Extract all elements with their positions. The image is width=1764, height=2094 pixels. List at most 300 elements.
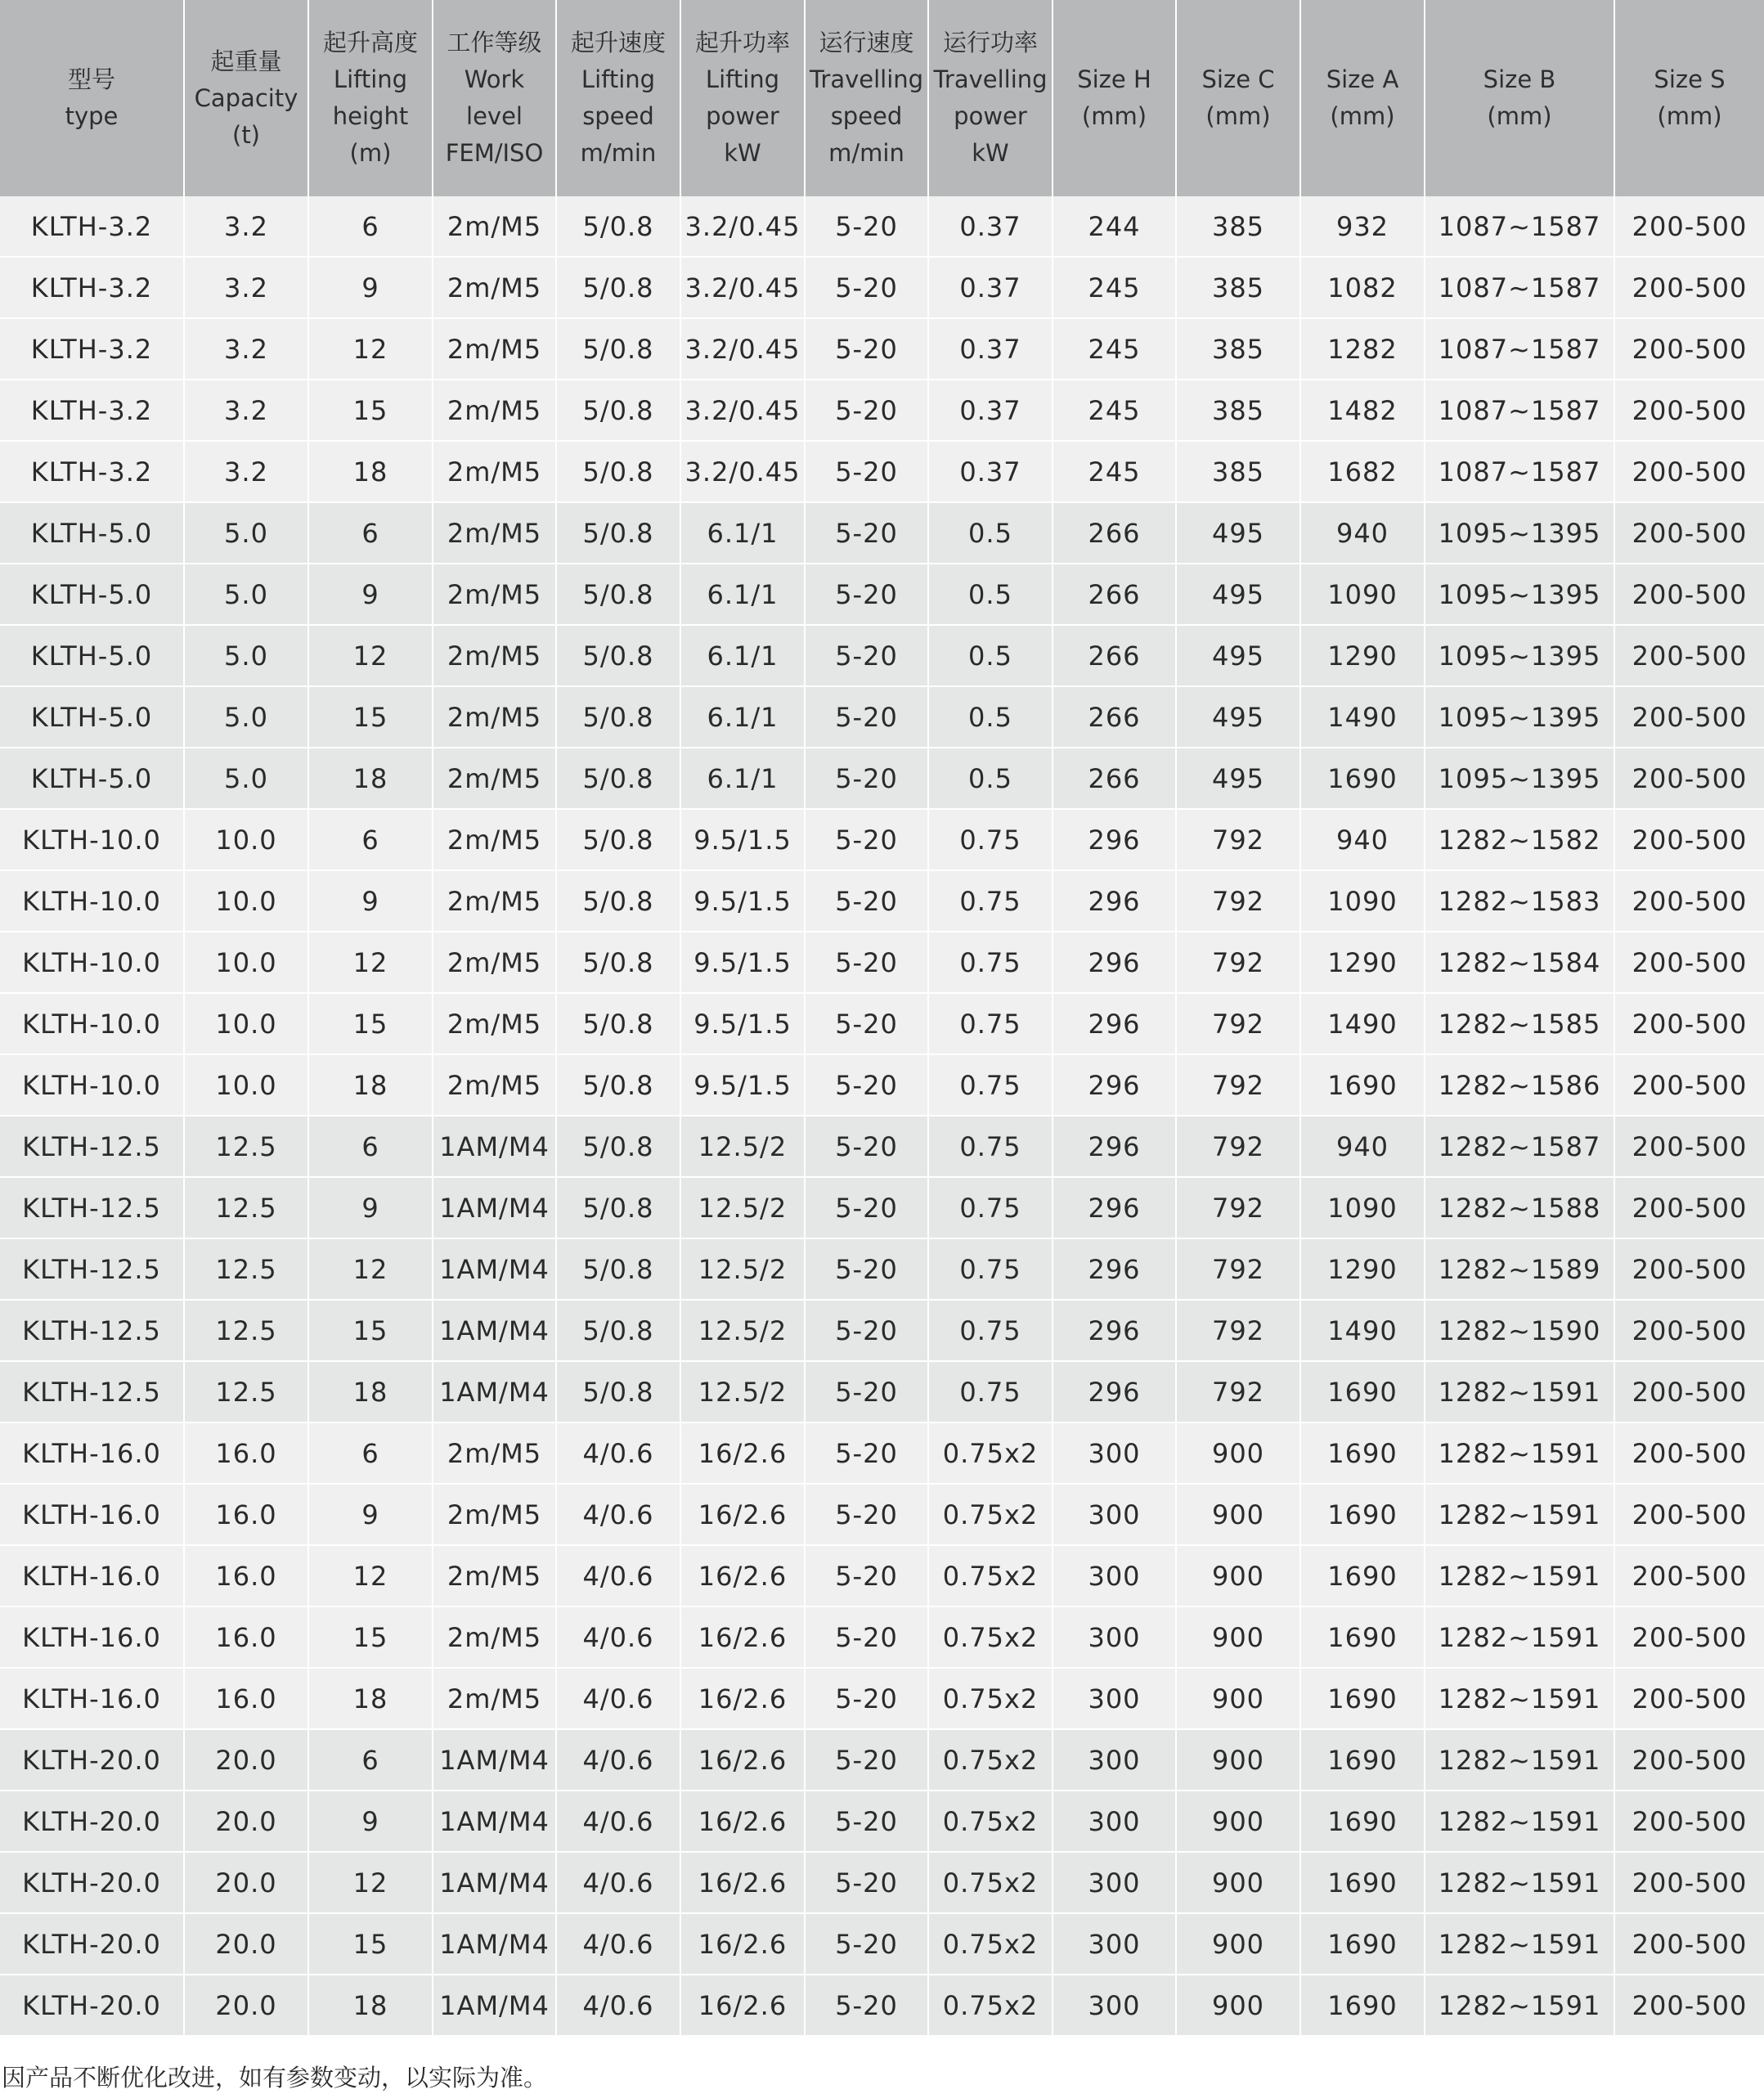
cell-size-b: 1095~1395 <box>1425 564 1614 625</box>
cell-travelling-speed: 5-20 <box>805 1361 928 1422</box>
column-header-work-level <box>433 0 556 196</box>
cell-size-b: 1282~1591 <box>1425 1729 1614 1791</box>
cell-work-level: 2m/M5 <box>433 1606 556 1668</box>
cell-size-b: 1087~1587 <box>1425 380 1614 441</box>
cell-lifting-speed: 4/0.6 <box>556 1668 680 1729</box>
cell-size-s: 200-500 <box>1614 1300 1764 1361</box>
cell-size-c: 495 <box>1176 748 1300 809</box>
cell-size-s: 200-500 <box>1614 1913 1764 1975</box>
cell-lifting-power: 16/2.6 <box>680 1545 805 1606</box>
cell-travelling-power: 0.75x2 <box>928 1852 1053 1913</box>
column-header-line: Size H <box>1077 65 1151 93</box>
cell-size-c: 900 <box>1176 1484 1300 1545</box>
cell-size-s: 200-500 <box>1614 257 1764 318</box>
column-header-line: (mm) <box>1657 102 1722 130</box>
cell-capacity: 20.0 <box>184 1913 308 1975</box>
cell-lifting-height: 18 <box>308 1668 433 1729</box>
cell-capacity: 20.0 <box>184 1852 308 1913</box>
cell-lifting-speed: 5/0.8 <box>556 932 680 993</box>
table-row <box>0 1975 1764 2036</box>
column-header-line: height <box>332 102 409 130</box>
cell-size-s: 200-500 <box>1614 748 1764 809</box>
cell-travelling-power: 0.75x2 <box>928 1791 1053 1852</box>
cell-size-h: 266 <box>1053 564 1176 625</box>
cell-size-b: 1282~1591 <box>1425 1975 1614 2036</box>
cell-lifting-speed: 5/0.8 <box>556 1300 680 1361</box>
cell-size-c: 792 <box>1176 932 1300 993</box>
cell-size-c: 900 <box>1176 1913 1300 1975</box>
cell-travelling-speed: 5-20 <box>805 748 928 809</box>
cell-size-h: 266 <box>1053 748 1176 809</box>
cell-size-h: 296 <box>1053 1361 1176 1422</box>
column-header-line: Size B <box>1483 65 1556 93</box>
cell-size-s: 200-500 <box>1614 502 1764 564</box>
cell-work-level: 2m/M5 <box>433 932 556 993</box>
cell-size-c: 792 <box>1176 1177 1300 1238</box>
cell-size-a: 1690 <box>1300 1729 1425 1791</box>
cell-lifting-height: 6 <box>308 809 433 870</box>
cell-size-c: 900 <box>1176 1545 1300 1606</box>
cell-travelling-power: 0.75 <box>928 932 1053 993</box>
cell-lifting-power: 6.1/1 <box>680 564 805 625</box>
cell-lifting-power: 16/2.6 <box>680 1791 805 1852</box>
cell-size-c: 495 <box>1176 564 1300 625</box>
cell-size-s: 200-500 <box>1614 196 1764 257</box>
cell-size-c: 385 <box>1176 257 1300 318</box>
cell-type: KLTH-20.0 <box>0 1729 184 1791</box>
cell-size-a: 932 <box>1300 196 1425 257</box>
column-header-size-s <box>1614 0 1764 196</box>
cell-size-h: 300 <box>1053 1545 1176 1606</box>
table-row <box>0 1054 1764 1116</box>
cell-size-s: 200-500 <box>1614 1054 1764 1116</box>
cell-type: KLTH-3.2 <box>0 380 184 441</box>
column-header-line: power <box>706 102 779 130</box>
cell-lifting-speed: 5/0.8 <box>556 564 680 625</box>
cell-size-s: 200-500 <box>1614 1484 1764 1545</box>
cell-lifting-speed: 4/0.6 <box>556 1975 680 2036</box>
cell-type: KLTH-10.0 <box>0 1054 184 1116</box>
table-row <box>0 686 1764 748</box>
cell-lifting-height: 18 <box>308 441 433 502</box>
cell-travelling-power: 0.75x2 <box>928 1668 1053 1729</box>
cell-travelling-power: 0.75 <box>928 1238 1053 1300</box>
cell-size-h: 300 <box>1053 1422 1176 1484</box>
cell-lifting-height: 9 <box>308 257 433 318</box>
cell-size-a: 1082 <box>1300 257 1425 318</box>
column-header-line: (mm) <box>1205 102 1271 130</box>
cell-travelling-speed: 5-20 <box>805 564 928 625</box>
column-header-size-a <box>1300 0 1425 196</box>
cell-size-s: 200-500 <box>1614 1361 1764 1422</box>
column-header-line: Lifting <box>333 65 408 93</box>
cell-travelling-power: 0.5 <box>928 748 1053 809</box>
cell-travelling-power: 0.5 <box>928 686 1053 748</box>
cell-size-c: 385 <box>1176 196 1300 257</box>
cell-lifting-power: 12.5/2 <box>680 1116 805 1177</box>
cell-size-a: 1090 <box>1300 564 1425 625</box>
table-row <box>0 1300 1764 1361</box>
cell-travelling-speed: 5-20 <box>805 1975 928 2036</box>
cell-size-h: 300 <box>1053 1606 1176 1668</box>
cell-type: KLTH-20.0 <box>0 1913 184 1975</box>
table-row <box>0 1361 1764 1422</box>
table-row <box>0 318 1764 380</box>
cell-size-b: 1282~1584 <box>1425 932 1614 993</box>
cell-size-a: 1690 <box>1300 1054 1425 1116</box>
cell-lifting-power: 6.1/1 <box>680 748 805 809</box>
cell-size-a: 1282 <box>1300 318 1425 380</box>
column-header-size-c <box>1176 0 1300 196</box>
column-header-line: m/min <box>580 139 657 167</box>
column-header-line: (t) <box>232 120 260 149</box>
cell-type: KLTH-5.0 <box>0 502 184 564</box>
cell-lifting-height: 15 <box>308 1606 433 1668</box>
table-row <box>0 748 1764 809</box>
cell-size-h: 266 <box>1053 502 1176 564</box>
column-header-line: Lifting <box>705 65 780 93</box>
cell-size-b: 1282~1591 <box>1425 1422 1614 1484</box>
cell-size-s: 200-500 <box>1614 1116 1764 1177</box>
cell-capacity: 16.0 <box>184 1668 308 1729</box>
cell-capacity: 5.0 <box>184 502 308 564</box>
column-header-line: FEM/ISO <box>445 139 544 167</box>
cell-lifting-height: 9 <box>308 870 433 932</box>
table-row <box>0 1852 1764 1913</box>
cell-lifting-power: 3.2/0.45 <box>680 196 805 257</box>
cell-work-level: 1AM/M4 <box>433 1791 556 1852</box>
column-header-line: 起升高度 <box>322 29 418 56</box>
cell-lifting-height: 15 <box>308 1300 433 1361</box>
cell-lifting-speed: 5/0.8 <box>556 1238 680 1300</box>
cell-size-s: 200-500 <box>1614 870 1764 932</box>
cell-size-c: 792 <box>1176 1361 1300 1422</box>
cell-size-s: 200-500 <box>1614 1422 1764 1484</box>
cell-size-b: 1095~1395 <box>1425 625 1614 686</box>
cell-lifting-height: 15 <box>308 380 433 441</box>
cell-lifting-speed: 5/0.8 <box>556 441 680 502</box>
cell-type: KLTH-5.0 <box>0 625 184 686</box>
cell-travelling-power: 0.75 <box>928 1054 1053 1116</box>
cell-travelling-power: 0.75 <box>928 1177 1053 1238</box>
cell-lifting-power: 3.2/0.45 <box>680 441 805 502</box>
cell-lifting-speed: 5/0.8 <box>556 1177 680 1238</box>
cell-capacity: 20.0 <box>184 1791 308 1852</box>
cell-size-h: 296 <box>1053 1177 1176 1238</box>
cell-size-s: 200-500 <box>1614 625 1764 686</box>
table-row <box>0 1238 1764 1300</box>
cell-work-level: 1AM/M4 <box>433 1238 556 1300</box>
cell-size-s: 200-500 <box>1614 993 1764 1054</box>
cell-capacity: 16.0 <box>184 1484 308 1545</box>
table-row <box>0 1545 1764 1606</box>
cell-size-b: 1282~1583 <box>1425 870 1614 932</box>
column-header-line: speed <box>582 102 654 130</box>
cell-size-a: 1690 <box>1300 1913 1425 1975</box>
cell-type: KLTH-16.0 <box>0 1484 184 1545</box>
table-header-row <box>0 0 1764 196</box>
cell-travelling-power: 0.75 <box>928 993 1053 1054</box>
cell-work-level: 1AM/M4 <box>433 1852 556 1913</box>
cell-size-a: 1690 <box>1300 1668 1425 1729</box>
cell-travelling-speed: 5-20 <box>805 1791 928 1852</box>
cell-size-c: 900 <box>1176 1852 1300 1913</box>
cell-size-c: 792 <box>1176 870 1300 932</box>
cell-size-b: 1282~1591 <box>1425 1852 1614 1913</box>
cell-capacity: 10.0 <box>184 809 308 870</box>
cell-lifting-power: 9.5/1.5 <box>680 993 805 1054</box>
cell-capacity: 3.2 <box>184 257 308 318</box>
column-header-line: Size C <box>1201 65 1275 93</box>
cell-capacity: 5.0 <box>184 564 308 625</box>
column-header-lifting-height <box>308 0 433 196</box>
cell-lifting-speed: 5/0.8 <box>556 196 680 257</box>
column-header-line: kW <box>972 139 1009 167</box>
cell-lifting-height: 12 <box>308 625 433 686</box>
cell-lifting-height: 15 <box>308 993 433 1054</box>
cell-lifting-speed: 5/0.8 <box>556 1361 680 1422</box>
cell-size-b: 1282~1587 <box>1425 1116 1614 1177</box>
cell-size-h: 266 <box>1053 625 1176 686</box>
cell-travelling-power: 0.5 <box>928 625 1053 686</box>
cell-lifting-speed: 5/0.8 <box>556 380 680 441</box>
column-header-line: Travelling <box>933 65 1048 93</box>
cell-lifting-height: 12 <box>308 318 433 380</box>
cell-work-level: 2m/M5 <box>433 1545 556 1606</box>
table-row <box>0 625 1764 686</box>
cell-size-c: 495 <box>1176 625 1300 686</box>
cell-size-c: 792 <box>1176 1116 1300 1177</box>
cell-type: KLTH-16.0 <box>0 1668 184 1729</box>
cell-work-level: 1AM/M4 <box>433 1361 556 1422</box>
cell-size-s: 200-500 <box>1614 318 1764 380</box>
cell-travelling-power: 0.75x2 <box>928 1729 1053 1791</box>
cell-size-h: 296 <box>1053 1300 1176 1361</box>
cell-travelling-speed: 5-20 <box>805 502 928 564</box>
cell-travelling-speed: 5-20 <box>805 1422 928 1484</box>
cell-size-a: 1490 <box>1300 1300 1425 1361</box>
table-row <box>0 1116 1764 1177</box>
cell-lifting-height: 6 <box>308 1422 433 1484</box>
cell-type: KLTH-12.5 <box>0 1116 184 1177</box>
cell-lifting-height: 9 <box>308 1177 433 1238</box>
cell-travelling-power: 0.75 <box>928 870 1053 932</box>
cell-lifting-height: 18 <box>308 1975 433 2036</box>
cell-type: KLTH-3.2 <box>0 318 184 380</box>
cell-size-h: 296 <box>1053 870 1176 932</box>
cell-lifting-height: 18 <box>308 1054 433 1116</box>
cell-size-b: 1282~1591 <box>1425 1791 1614 1852</box>
cell-capacity: 20.0 <box>184 1729 308 1791</box>
cell-lifting-power: 12.5/2 <box>680 1300 805 1361</box>
cell-size-c: 385 <box>1176 441 1300 502</box>
cell-size-a: 1690 <box>1300 748 1425 809</box>
column-header-line: Size A <box>1326 65 1399 93</box>
cell-type: KLTH-16.0 <box>0 1545 184 1606</box>
cell-lifting-power: 9.5/1.5 <box>680 870 805 932</box>
table-row <box>0 870 1764 932</box>
cell-size-c: 792 <box>1176 1238 1300 1300</box>
cell-type: KLTH-10.0 <box>0 993 184 1054</box>
cell-type: KLTH-12.5 <box>0 1300 184 1361</box>
cell-size-s: 200-500 <box>1614 1668 1764 1729</box>
cell-size-b: 1087~1587 <box>1425 257 1614 318</box>
cell-size-b: 1282~1591 <box>1425 1361 1614 1422</box>
cell-lifting-height: 9 <box>308 1791 433 1852</box>
cell-size-b: 1282~1586 <box>1425 1054 1614 1116</box>
cell-size-h: 300 <box>1053 1484 1176 1545</box>
cell-size-s: 200-500 <box>1614 1238 1764 1300</box>
cell-travelling-speed: 5-20 <box>805 1729 928 1791</box>
column-header-line: type <box>65 102 119 130</box>
cell-size-h: 296 <box>1053 1238 1176 1300</box>
cell-size-c: 792 <box>1176 1054 1300 1116</box>
cell-size-a: 1690 <box>1300 1484 1425 1545</box>
cell-travelling-power: 0.75x2 <box>928 1545 1053 1606</box>
cell-lifting-speed: 5/0.8 <box>556 318 680 380</box>
table-row <box>0 441 1764 502</box>
cell-work-level: 2m/M5 <box>433 1054 556 1116</box>
cell-size-b: 1282~1582 <box>1425 809 1614 870</box>
cell-size-h: 300 <box>1053 1668 1176 1729</box>
cell-lifting-speed: 5/0.8 <box>556 748 680 809</box>
cell-travelling-power: 0.5 <box>928 564 1053 625</box>
cell-work-level: 2m/M5 <box>433 318 556 380</box>
cell-size-a: 1690 <box>1300 1852 1425 1913</box>
cell-size-s: 200-500 <box>1614 1791 1764 1852</box>
cell-type: KLTH-12.5 <box>0 1177 184 1238</box>
cell-travelling-speed: 5-20 <box>805 686 928 748</box>
cell-work-level: 1AM/M4 <box>433 1729 556 1791</box>
table-row <box>0 1422 1764 1484</box>
column-header-line: 运行速度 <box>819 29 914 56</box>
cell-lifting-height: 6 <box>308 502 433 564</box>
cell-size-a: 1290 <box>1300 932 1425 993</box>
cell-lifting-speed: 5/0.8 <box>556 1054 680 1116</box>
cell-lifting-power: 16/2.6 <box>680 1668 805 1729</box>
cell-capacity: 3.2 <box>184 318 308 380</box>
cell-type: KLTH-3.2 <box>0 441 184 502</box>
cell-travelling-power: 0.75x2 <box>928 1606 1053 1668</box>
cell-lifting-speed: 4/0.6 <box>556 1545 680 1606</box>
cell-size-h: 296 <box>1053 809 1176 870</box>
cell-size-s: 200-500 <box>1614 932 1764 993</box>
cell-travelling-power: 0.37 <box>928 257 1053 318</box>
cell-travelling-speed: 5-20 <box>805 1238 928 1300</box>
cell-size-a: 1482 <box>1300 380 1425 441</box>
cell-size-b: 1282~1589 <box>1425 1238 1614 1300</box>
cell-size-a: 940 <box>1300 809 1425 870</box>
cell-size-a: 1690 <box>1300 1606 1425 1668</box>
cell-capacity: 3.2 <box>184 441 308 502</box>
cell-travelling-power: 0.37 <box>928 441 1053 502</box>
cell-size-c: 900 <box>1176 1975 1300 2036</box>
cell-size-c: 900 <box>1176 1422 1300 1484</box>
cell-travelling-power: 0.75 <box>928 809 1053 870</box>
column-header-line: 工作等级 <box>447 29 542 56</box>
column-header-line: kW <box>724 139 761 167</box>
cell-type: KLTH-3.2 <box>0 257 184 318</box>
column-header-capacity <box>184 0 308 196</box>
column-header-line: m/min <box>828 139 904 167</box>
cell-size-b: 1282~1591 <box>1425 1668 1614 1729</box>
cell-travelling-speed: 5-20 <box>805 1484 928 1545</box>
cell-capacity: 10.0 <box>184 870 308 932</box>
cell-lifting-power: 9.5/1.5 <box>680 932 805 993</box>
cell-type: KLTH-5.0 <box>0 686 184 748</box>
cell-travelling-speed: 5-20 <box>805 1300 928 1361</box>
cell-size-a: 1690 <box>1300 1422 1425 1484</box>
cell-travelling-speed: 5-20 <box>805 1852 928 1913</box>
cell-size-a: 1690 <box>1300 1975 1425 2036</box>
cell-size-s: 200-500 <box>1614 1975 1764 2036</box>
cell-lifting-speed: 5/0.8 <box>556 625 680 686</box>
cell-lifting-power: 6.1/1 <box>680 625 805 686</box>
cell-capacity: 12.5 <box>184 1361 308 1422</box>
cell-lifting-speed: 4/0.6 <box>556 1729 680 1791</box>
cell-lifting-power: 3.2/0.45 <box>680 318 805 380</box>
cell-travelling-speed: 5-20 <box>805 257 928 318</box>
cell-size-s: 200-500 <box>1614 441 1764 502</box>
cell-lifting-speed: 5/0.8 <box>556 502 680 564</box>
cell-travelling-speed: 5-20 <box>805 1177 928 1238</box>
cell-work-level: 2m/M5 <box>433 809 556 870</box>
column-header-travelling-speed <box>805 0 928 196</box>
cell-travelling-speed: 5-20 <box>805 625 928 686</box>
table-row <box>0 1484 1764 1545</box>
cell-lifting-power: 9.5/1.5 <box>680 809 805 870</box>
cell-work-level: 1AM/M4 <box>433 1177 556 1238</box>
table-body <box>0 196 1764 2036</box>
cell-lifting-height: 15 <box>308 686 433 748</box>
cell-type: KLTH-16.0 <box>0 1606 184 1668</box>
column-header-line: speed <box>830 102 903 130</box>
cell-lifting-speed: 4/0.6 <box>556 1484 680 1545</box>
cell-size-a: 1682 <box>1300 441 1425 502</box>
cell-work-level: 2m/M5 <box>433 870 556 932</box>
table-row <box>0 809 1764 870</box>
cell-lifting-height: 18 <box>308 748 433 809</box>
cell-size-b: 1282~1591 <box>1425 1606 1614 1668</box>
cell-capacity: 16.0 <box>184 1422 308 1484</box>
cell-lifting-power: 16/2.6 <box>680 1913 805 1975</box>
cell-lifting-power: 12.5/2 <box>680 1177 805 1238</box>
cell-work-level: 2m/M5 <box>433 748 556 809</box>
cell-work-level: 2m/M5 <box>433 993 556 1054</box>
cell-travelling-speed: 5-20 <box>805 1606 928 1668</box>
table-row <box>0 1913 1764 1975</box>
cell-lifting-speed: 5/0.8 <box>556 686 680 748</box>
table-row <box>0 502 1764 564</box>
cell-size-b: 1095~1395 <box>1425 748 1614 809</box>
cell-size-h: 296 <box>1053 1116 1176 1177</box>
cell-lifting-power: 16/2.6 <box>680 1422 805 1484</box>
cell-work-level: 2m/M5 <box>433 1422 556 1484</box>
cell-lifting-height: 9 <box>308 1484 433 1545</box>
cell-size-h: 300 <box>1053 1729 1176 1791</box>
cell-travelling-power: 0.5 <box>928 502 1053 564</box>
cell-work-level: 1AM/M4 <box>433 1913 556 1975</box>
cell-size-a: 1690 <box>1300 1791 1425 1852</box>
cell-work-level: 1AM/M4 <box>433 1116 556 1177</box>
cell-size-s: 200-500 <box>1614 809 1764 870</box>
cell-size-a: 1090 <box>1300 1177 1425 1238</box>
cell-size-a: 1690 <box>1300 1545 1425 1606</box>
cell-capacity: 5.0 <box>184 748 308 809</box>
cell-work-level: 2m/M5 <box>433 257 556 318</box>
cell-size-c: 385 <box>1176 380 1300 441</box>
table-row <box>0 196 1764 257</box>
